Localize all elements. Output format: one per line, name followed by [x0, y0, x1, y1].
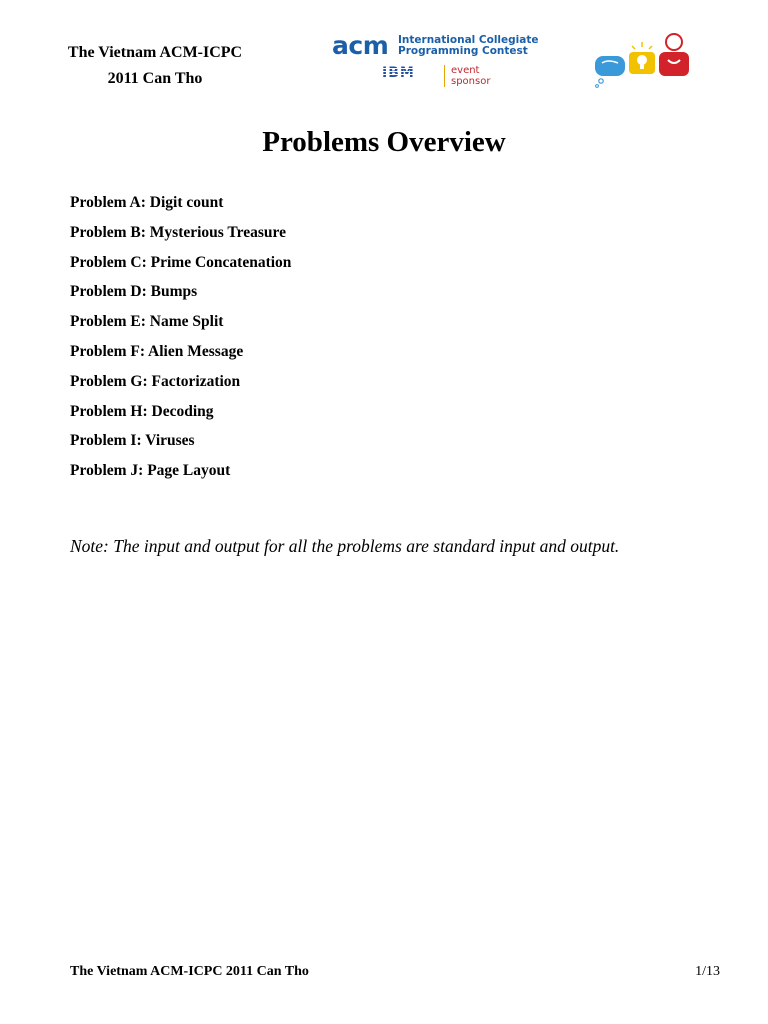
- problem-item: Problem J: Page Layout: [70, 462, 231, 480]
- page-number: 1/13: [695, 964, 720, 979]
- io-note: Note: The input and output for all the problems are standard input and output.: [70, 536, 620, 556]
- problem-item: Problem C: Prime Concatenation: [70, 253, 292, 271]
- footer-title: The Vietnam ACM-ICPC 2011 Can Tho: [70, 964, 309, 979]
- blue-bubble-icon: [595, 56, 625, 76]
- problem-item: Problem E: Name Split: [70, 313, 224, 331]
- icpc-balloons-logo: [593, 30, 693, 90]
- acm-logo-tagline: International Collegiate Programming Contest: [398, 34, 539, 57]
- problem-item: Problem G: Factorization: [70, 372, 241, 390]
- problem-item: Problem F: Alien Message: [70, 342, 244, 360]
- event-sponsor-label: event sponsor: [451, 65, 491, 87]
- problem-item: Problem H: Decoding: [70, 402, 214, 420]
- logo-divider: [444, 65, 445, 87]
- page-title: Problems Overview: [262, 126, 506, 158]
- problem-list: [70, 190, 291, 488]
- problem-item: Problem I: Viruses: [70, 432, 195, 450]
- problem-item: Problem B: Mysterious Treasure: [70, 223, 286, 241]
- acm-logo-word: acm: [332, 31, 389, 60]
- header-title: [60, 40, 250, 92]
- problem-item: Problem A: Digit count: [70, 194, 224, 211]
- header-line-2: 2011 Can Tho: [107, 70, 203, 87]
- ibm-logo: IBM: [382, 65, 415, 81]
- problem-item: Problem D: Bumps: [70, 283, 198, 301]
- acm-icpc-ibm-logo: [330, 33, 545, 89]
- header-line-1: The Vietnam ACM-ICPC: [67, 44, 243, 61]
